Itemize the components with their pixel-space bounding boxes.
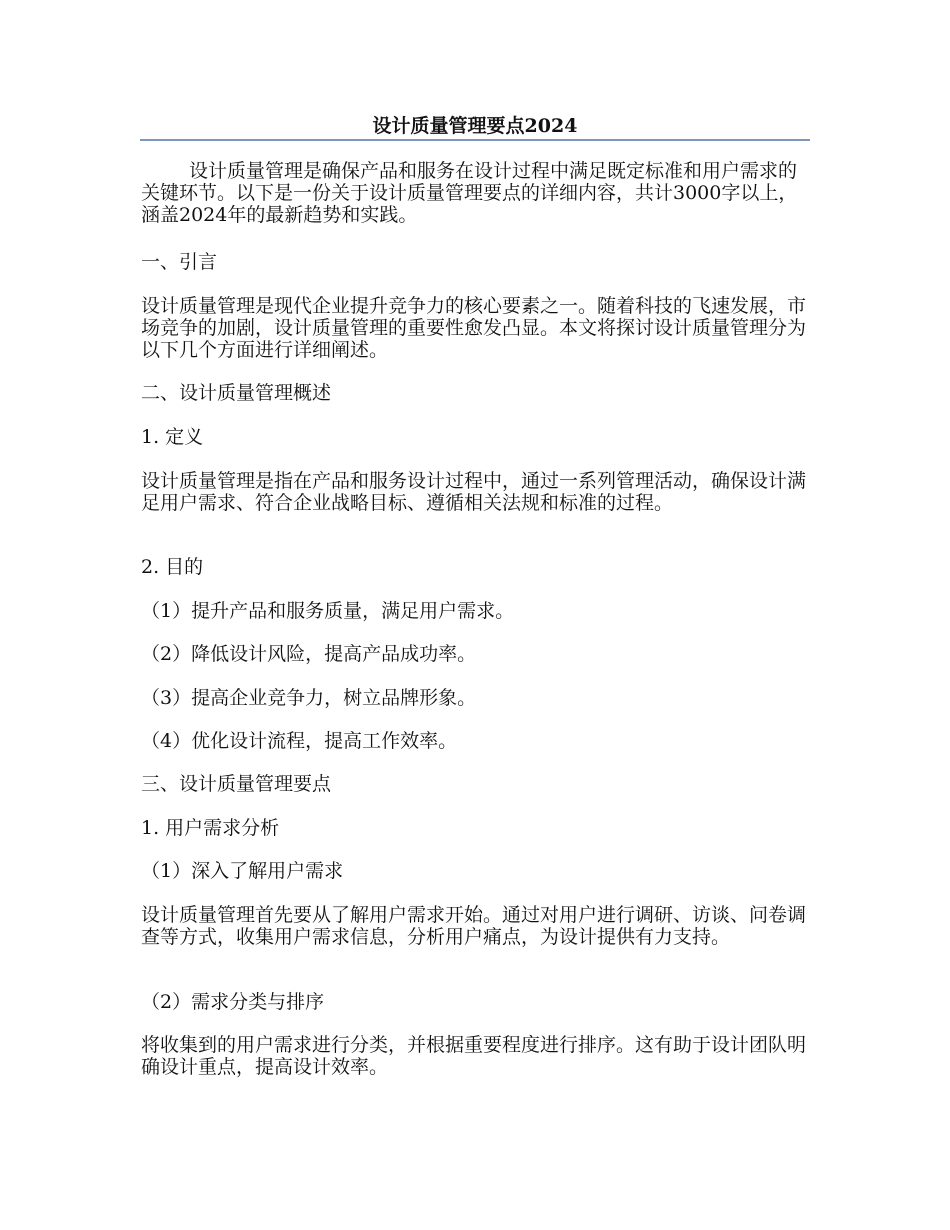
section-heading-key-points: 三、设计质量管理要点 <box>141 773 332 795</box>
subitem-classify-needs: （2）需求分类与排序 <box>141 991 325 1013</box>
definition-paragraph: 设计质量管理是指在产品和服务设计过程中，通过一系列管理活动，确保设计满足用户需求、符合企业战略目标、遵循相关法规和标准的过程。 <box>141 470 807 514</box>
purpose-item-1: （1）提升产品和服务质量，满足用户需求。 <box>141 600 515 622</box>
document-title: 设计质量管理要点2024 <box>372 115 578 137</box>
section-heading-introduction: 一、引言 <box>141 251 218 273</box>
purpose-item-3: （3）提高企业竞争力，树立品牌形象。 <box>141 687 477 709</box>
section-heading-overview: 二、设计质量管理概述 <box>141 382 332 404</box>
purpose-item-2: （2）降低设计风险，提高产品成功率。 <box>141 643 477 665</box>
purpose-item-4: （4）优化设计流程，提高工作效率。 <box>141 730 458 752</box>
subitem-understand-needs: （1）深入了解用户需求 <box>141 860 344 882</box>
subheading-definition: 1. 定义 <box>141 426 204 448</box>
understand-needs-paragraph: 设计质量管理首先要从了解用户需求开始。通过对用户进行调研、访谈、问卷调查等方式，收集用户需求信息，分析用户痛点，为设计提供有力支持。 <box>141 904 807 948</box>
subheading-user-needs: 1. 用户需求分析 <box>141 817 280 839</box>
introduction-paragraph: 设计质量管理是现代企业提升竞争力的核心要素之一。随着科技的飞速发展，市场竞争的加剧，设计质量管理的重要性愈发凸显。本文将探讨设计质量管理分为以下几个方面进行详细阐述。 <box>141 295 807 361</box>
subheading-purpose: 2. 目的 <box>141 556 204 578</box>
classify-needs-paragraph: 将收集到的用户需求进行分类，并根据重要程度进行排序。这有助于设计团队明确设计重点，提高设计效率。 <box>141 1034 807 1078</box>
intro-paragraph: 设计质量管理是确保产品和服务在设计过程中满足既定标准和用户需求的关键环节。以下是一份关于设计质量管理要点的详细内容，共计3000字以上，涵盖2024年的最新趋势和实践。 <box>141 160 798 226</box>
title-underline <box>140 139 810 141</box>
